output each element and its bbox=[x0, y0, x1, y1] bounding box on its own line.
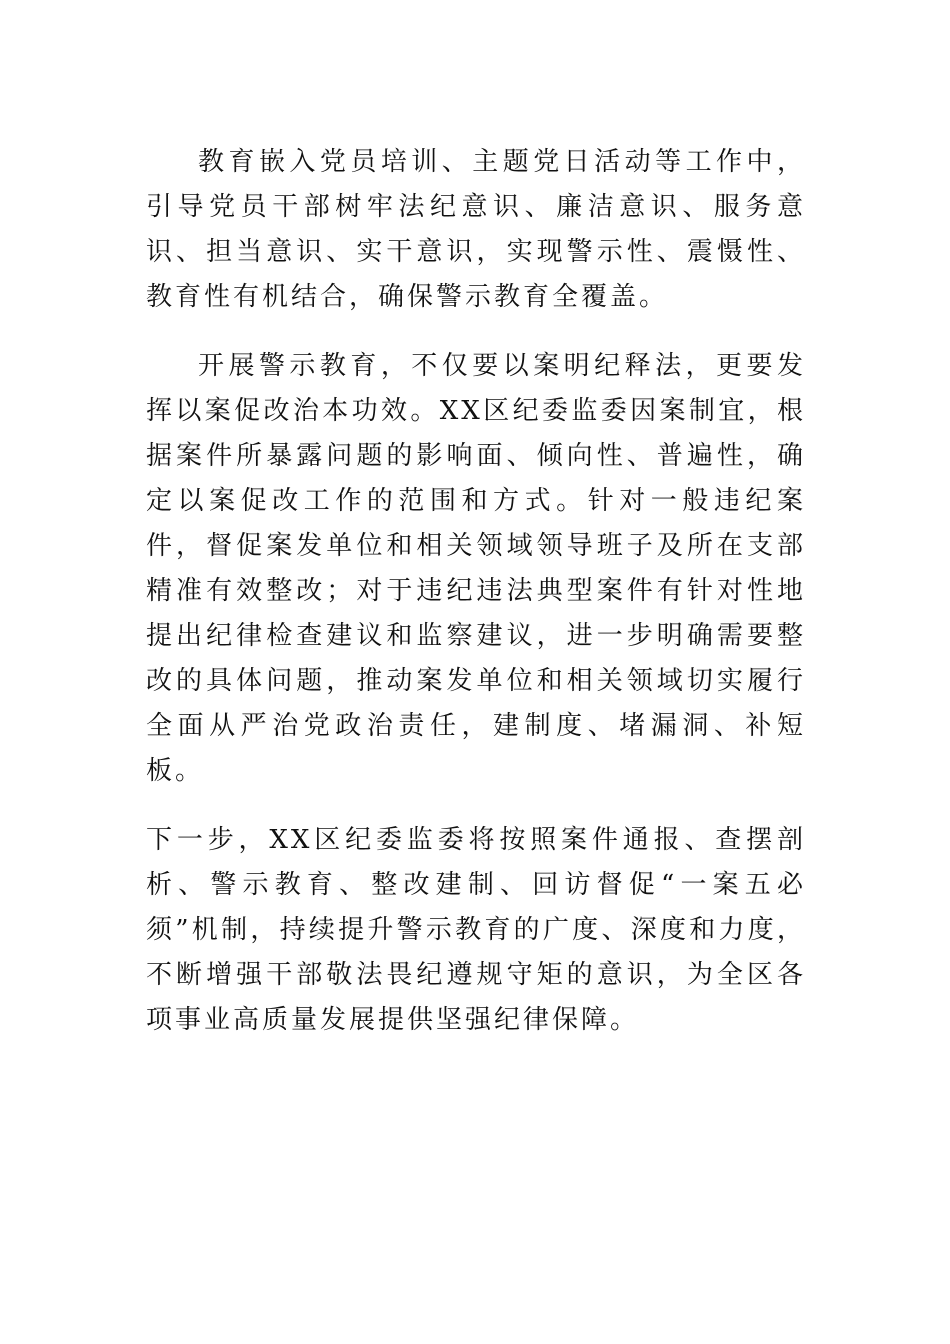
paragraph-2: 开展警示教育，不仅要以案明纪释法，更要发挥以案促改治本功效。XX区纪委监委因案制宜，根据案件所暴露问题的影响面、倾向性、普遍性，确定以案促改工作的范围和方式。针对一般违纪案件，督促案发单位和相关领域领导班子及所在支部精准有效整改；对于违纪违法典型案件有针对性地提出纪律检查建议和监察建议，进一步明确需要整改的具体问题，推动案发单位和相关领域切实履行全面从严治党政治责任，建制度、堵漏洞、补短板。 bbox=[146, 351, 806, 786]
paragraph-3: 下一步，XX区纪委监委将按照案件通报、查摆剖析、警示教育、整改建制、回访督促“一案五必须”机制，持续提升警示教育的广度、深度和力度，不断增强干部敬法畏纪遵规守矩的意识，为全区各项事业高质量发展提供坚强纪律保障。 bbox=[146, 825, 806, 1035]
document-body bbox=[146, 140, 806, 1043]
paragraph-1: 教育嵌入党员培训、主题党日活动等工作中，引导党员干部树牢法纪意识、廉洁意识、服务意识、担当意识、实干意识，实现警示性、震慑性、教育性有机结合，确保警示教育全覆盖。 bbox=[146, 147, 806, 312]
